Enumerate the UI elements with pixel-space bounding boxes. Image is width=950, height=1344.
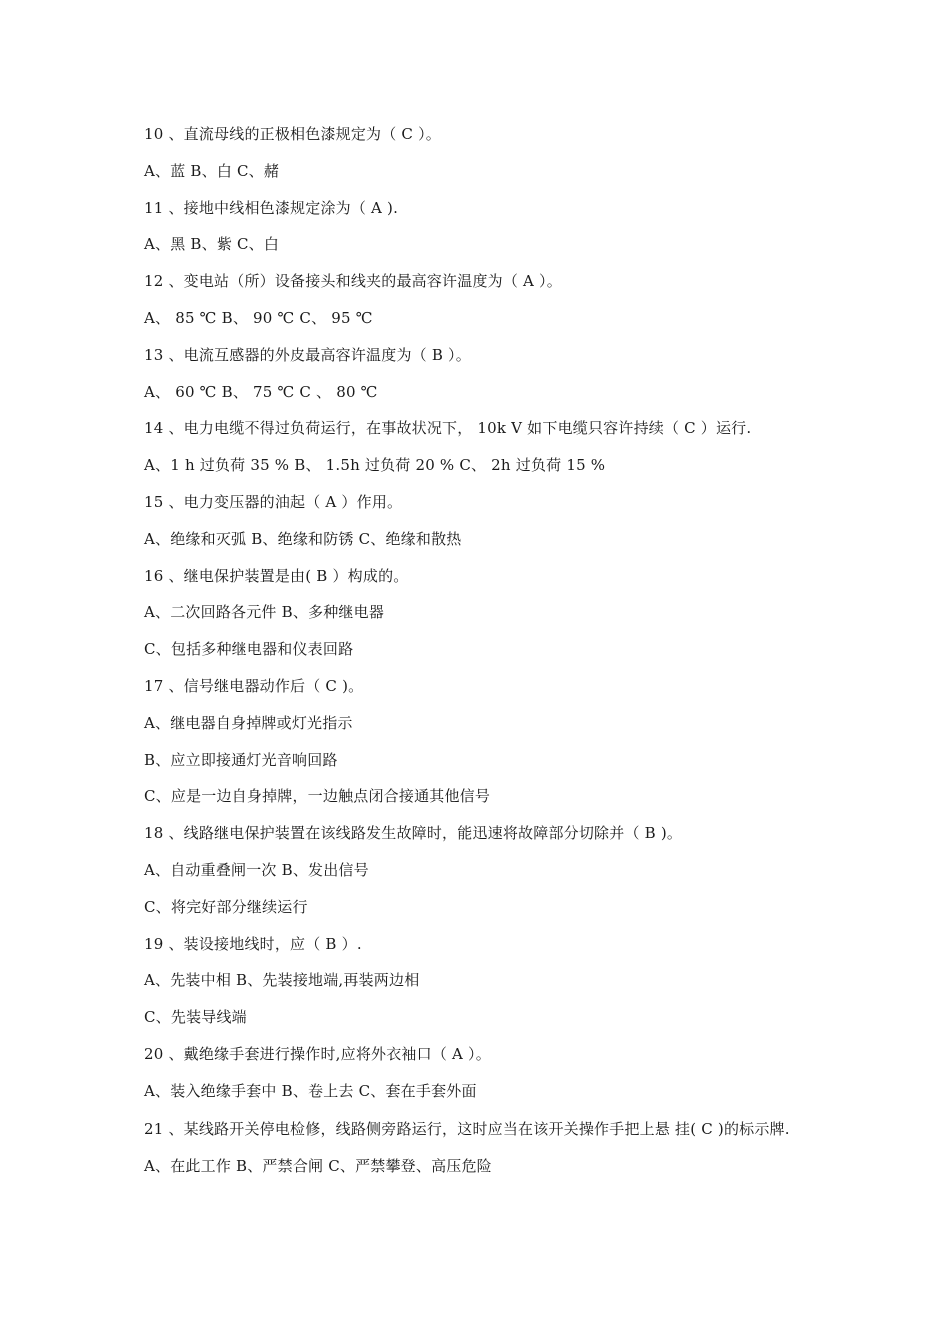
options-15: A、绝缘和灭弧 B、绝缘和防锈 C、绝缘和散热 xyxy=(144,529,462,548)
question-12: 12 、变电站（所）设备接头和线夹的最高容许温度为（ A ）。 xyxy=(144,272,562,291)
options-11: A、黑 B、紫 C、白 xyxy=(144,235,280,254)
options-13: A、 60 ℃ B、 75 ℃ C 、 80 ℃ xyxy=(144,382,378,401)
options-14: A、1 h 过负荷 35 % B、 1.5h 过负荷 20 % C、 2h 过负荷 15 % xyxy=(144,456,606,475)
options-19-a-b: A、先装中相 B、先装接地端,再装两边相 xyxy=(144,971,420,990)
question-15: 15 、电力变压器的油起（ A ）作用。 xyxy=(144,492,403,511)
question-19: 19 、装设接地线时，应（ B ）. xyxy=(144,934,362,953)
options-16-a-b: A、二次回路各元件 B、多种继电器 xyxy=(144,603,385,622)
options-12: A、 85 ℃ B、 90 ℃ C、 95 ℃ xyxy=(144,308,373,327)
options-21: A、在此工作 B、严禁合闸 C、严禁攀登、高压危险 xyxy=(144,1157,492,1176)
options-17-c: C、应是一边自身掉牌，一边触点闭合接通其他信号 xyxy=(144,787,491,806)
options-18-a-b: A、自动重叠闸一次 B、发出信号 xyxy=(144,860,369,879)
question-list xyxy=(144,124,824,1193)
question-14: 14 、电力电缆不得过负荷运行，在事故状况下， 10k V 如下电缆只容许持续（ C ）运行. xyxy=(144,419,752,438)
options-20: A、装入绝缘手套中 B、卷上去 C、套在手套外面 xyxy=(144,1081,477,1100)
options-17-a: A、继电器自身掉牌或灯光指示 xyxy=(144,713,353,732)
question-13: 13 、电流互感器的外皮最高容许温度为（ B ）。 xyxy=(144,345,471,364)
options-16-c: C、包括多种继电器和仪表回路 xyxy=(144,640,354,659)
question-17: 17 、信号继电器动作后（ C )。 xyxy=(144,676,364,695)
question-21: 21 、某线路开关停电检修，线路侧旁路运行，这时应当在该开关操作手把上悬 挂( C )的标示牌. xyxy=(144,1119,790,1138)
question-20: 20 、戴绝缘手套进行操作时,应将外衣袖口（ A ）。 xyxy=(144,1044,491,1063)
question-10: 10 、直流母线的正极相色漆规定为（ C ）。 xyxy=(144,125,441,143)
question-11: 11 、接地中线相色漆规定涂为（ A ). xyxy=(144,198,399,217)
question-18: 18 、线路继电保护装置在该线路发生故障时，能迅速将故障部分切除并（ B )。 xyxy=(144,824,683,843)
options-19-c: C、先装导线端 xyxy=(144,1008,247,1027)
question-16: 16 、继电保护装置是由( B ）构成的。 xyxy=(144,566,409,585)
options-17-b: B、应立即接通灯光音响回路 xyxy=(144,750,338,769)
options-10: A、蓝 B、白 C、赭 xyxy=(144,161,280,180)
options-18-c: C、将完好部分继续运行 xyxy=(144,897,308,916)
